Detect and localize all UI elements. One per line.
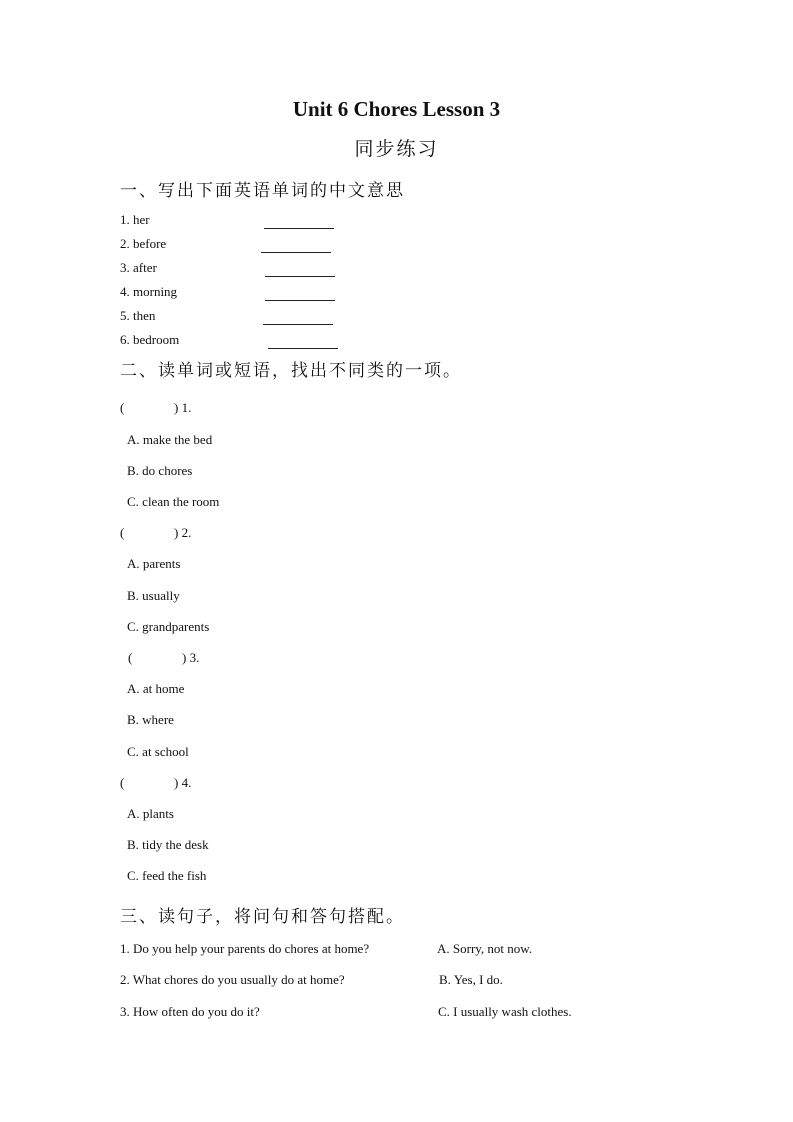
word-item-4: 4. morning	[120, 284, 178, 299]
question-4-number: ) 4.	[174, 775, 192, 790]
question-1-option-b: B. do chores	[127, 463, 193, 478]
question-3-option-c: C. at school	[127, 744, 189, 759]
section2-heading: 二、读单词或短语，找出不同类的一项。	[120, 361, 462, 381]
question-2-option-c: C. grandparents	[127, 619, 210, 634]
section1-heading: 一、写出下面英语单词的中文意思	[120, 181, 405, 201]
answer-blank-1[interactable]	[264, 216, 334, 234]
question-3-number: ) 3.	[182, 650, 200, 665]
word-item-6: 6. bedroom	[120, 332, 180, 347]
answer-blank-3[interactable]	[265, 264, 335, 282]
match-question-2: 2. What chores do you usually do at home?	[120, 972, 345, 987]
question-4-option-a: A. plants	[127, 806, 174, 821]
page-title: Unit 6 Chores Lesson 3	[292, 97, 501, 121]
question-1-number: ) 1.	[174, 400, 192, 415]
answer-blank-2[interactable]	[261, 240, 331, 258]
answer-blank-4[interactable]	[265, 288, 335, 306]
question-3-option-b: B. where	[127, 712, 174, 727]
match-answer-a: A. Sorry, not now.	[437, 941, 533, 956]
word-item-1: 1. her	[120, 212, 150, 227]
question-1-open-paren: (	[120, 400, 125, 415]
question-2-open-paren: (	[120, 525, 125, 540]
section3-heading: 三、读句子，将问句和答句搭配。	[120, 907, 405, 927]
word-item-3: 3. after	[120, 260, 157, 275]
question-2-number: ) 2.	[174, 525, 192, 540]
match-answer-c: C. I usually wash clothes.	[438, 1004, 572, 1019]
question-1-option-a: A. make the bed	[127, 432, 213, 447]
match-question-1: 1. Do you help your parents do chores at home?	[120, 941, 370, 956]
question-2-option-a: A. parents	[127, 556, 181, 571]
match-question-3: 3. How often do you do it?	[120, 1004, 260, 1019]
answer-blank-6[interactable]	[268, 336, 338, 354]
question-4-option-c: C. feed the fish	[127, 868, 207, 883]
question-4-open-paren: (	[120, 775, 125, 790]
question-3-open-paren: (	[128, 650, 133, 665]
question-1-option-c: C. clean the room	[127, 494, 220, 509]
question-4-option-b: B. tidy the desk	[127, 837, 209, 852]
question-2-option-b: B. usually	[127, 588, 180, 603]
question-3-option-a: A. at home	[127, 681, 185, 696]
match-answer-b: B. Yes, I do.	[439, 972, 503, 987]
answer-blank-5[interactable]	[263, 312, 333, 330]
word-item-2: 2. before	[120, 236, 167, 251]
page-subtitle: 同步练习	[354, 138, 439, 160]
word-item-5: 5. then	[120, 308, 156, 323]
